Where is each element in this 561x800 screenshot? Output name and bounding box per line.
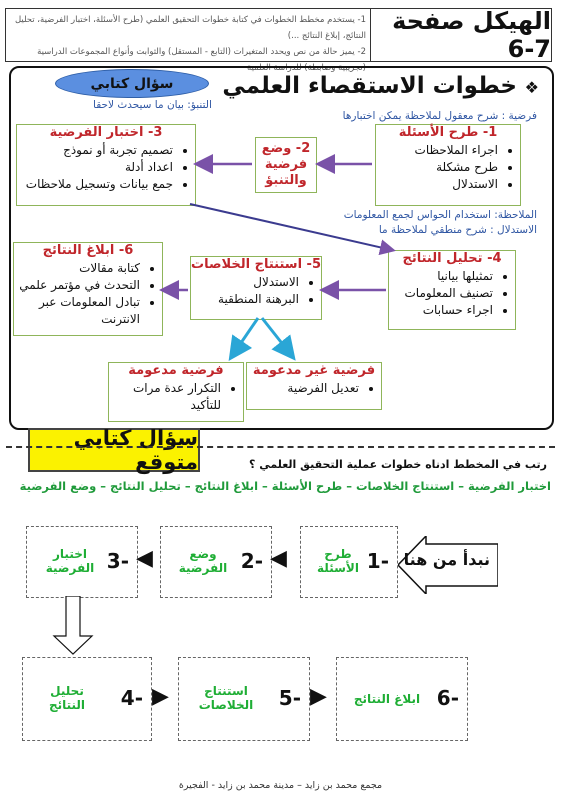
step-title: 5- استنتاج الخلاصات bbox=[191, 257, 321, 272]
list-item: • كتابة مقالات bbox=[14, 260, 140, 277]
answer-box-2 bbox=[160, 526, 272, 598]
objective-2: 2- يميز حالة من نص ويحدد المتغيرات (التابع - المستقل) والثوابت وأنواع المجموعات الدراسية (تجريبية وضابطة) للدراسة العلمية bbox=[37, 47, 366, 73]
answer-box-1 bbox=[300, 526, 398, 598]
step-number: -4 bbox=[120, 686, 143, 710]
arrow-5-to-unsupported bbox=[262, 318, 292, 356]
arrow-right-icon: ▶ bbox=[152, 684, 169, 709]
start-here-arrow bbox=[398, 536, 498, 594]
section-divider bbox=[6, 446, 555, 448]
answer-options: اختبار الفرضية – استنتاج الخلاصات – طرح الأسئلة – ابلاغ النتائج – تحليل النتائج – وضع الفرضية bbox=[19, 479, 551, 493]
list-item: • طرح مشكلة bbox=[376, 159, 498, 176]
step-answer: اختبار الفرضية bbox=[45, 547, 95, 575]
box-title: فرضية غير مدعومة bbox=[252, 363, 376, 378]
list-item: • تصميم تجربة أو نموذج bbox=[17, 142, 173, 159]
list-item: • تعديل الفرضية bbox=[247, 380, 359, 397]
list-item: • جمع بيانات وتسجيل ملاحظات bbox=[17, 176, 173, 193]
answer-box-6 bbox=[336, 657, 468, 741]
step-answer: تحليل النتائج bbox=[48, 684, 86, 712]
hypothesis-note: فرضية : شرح معقول لملاحظة يمكن اختبارها bbox=[342, 110, 537, 122]
step-answer: طرح الأسئلة bbox=[317, 547, 359, 575]
written-question-pill: سؤال كتابي bbox=[55, 69, 209, 98]
down-connector bbox=[0, 596, 100, 656]
list-item: • البرهنة المنطقية bbox=[191, 291, 299, 308]
answer-box-5 bbox=[178, 657, 310, 741]
objective-1: 1- يستخدم مخطط الخطوات في كتابة خطوات التحقيق العلمي (طرح الأسئلة، اختبار الفرضية، تحليل النتائج، إبلاغ النتائج ...) bbox=[14, 15, 366, 41]
step-answer: استنتاج الخلاصات bbox=[198, 684, 254, 712]
section-heading: خطوات الاستقصاء العلمي bbox=[222, 73, 517, 99]
list-item: • الاستدلال bbox=[191, 274, 299, 291]
list-item: • تبادل المعلومات عبر الانترنت bbox=[14, 294, 140, 328]
step-number: -1 bbox=[366, 549, 389, 573]
answer-box-3 bbox=[26, 526, 138, 598]
step-title: 6- ابلاغ النتائج bbox=[42, 243, 134, 258]
ordering-question: رتب في المخطط ادناه خطوات عملية التحقيق العلمي ؟ bbox=[249, 458, 547, 471]
list-item: • اجراء حسابات bbox=[389, 302, 493, 319]
diamond-bullet-icon: ❖ bbox=[524, 78, 539, 97]
prediction-note: التنبؤ: بيان ما سيحدث لاحقا bbox=[93, 99, 212, 111]
list-item: • التكرار عدة مرات للتأكيد bbox=[109, 380, 221, 414]
page-title: الهيكل صفحة 7-6 bbox=[370, 9, 551, 61]
list-item: • التحدث في مؤتمر علمي bbox=[14, 277, 140, 294]
step-answer: ابلاغ النتائج bbox=[353, 692, 421, 706]
expected-question-badge: سؤال كتابي متوقع bbox=[28, 428, 200, 472]
list-item: • الاستدلال bbox=[376, 176, 498, 193]
list-item: • اعداد أدلة bbox=[17, 159, 173, 176]
inference-note: الاستدلال : شرح منطقي لملاحظة ما bbox=[378, 224, 537, 236]
observation-note: الملاحظة: استخدام الحواس لجمع المعلومات bbox=[343, 209, 537, 221]
arrow-3-to-4 bbox=[190, 204, 392, 250]
step-number: -5 bbox=[278, 686, 301, 710]
step-title: 3- اختبار الفرضية bbox=[49, 125, 163, 140]
footer-credit: مجمع محمد بن زايد – مدينة محمد بن زايد - الفجيرة bbox=[178, 780, 383, 791]
start-label: نبدأ من هنا bbox=[403, 550, 490, 569]
step-title: 2- وضع فرضية والتنبؤ bbox=[261, 141, 311, 188]
arrow-5-to-supported bbox=[232, 318, 258, 356]
list-item: • تمثيلها بيانيا bbox=[389, 268, 493, 285]
arrow-left-icon: ◀ bbox=[270, 546, 287, 571]
step-answer: وضع الفرضية bbox=[178, 547, 228, 575]
list-item: • تصنيف المعلومات bbox=[389, 285, 493, 302]
arrow-left-icon: ◀ bbox=[136, 546, 153, 571]
step-number: -6 bbox=[436, 686, 459, 710]
box-title: فرضية مدعومة bbox=[128, 363, 224, 378]
arrow-right-icon: ▶ bbox=[310, 684, 327, 709]
step-number: -2 bbox=[240, 549, 263, 573]
list-item: • اجراء الملاحظات bbox=[376, 142, 498, 159]
step-title: 4- تحليل النتائج bbox=[402, 251, 502, 266]
step-number: -3 bbox=[106, 549, 129, 573]
answer-box-4 bbox=[22, 657, 152, 741]
step-title: 1- طرح الأسئلة bbox=[398, 125, 498, 140]
